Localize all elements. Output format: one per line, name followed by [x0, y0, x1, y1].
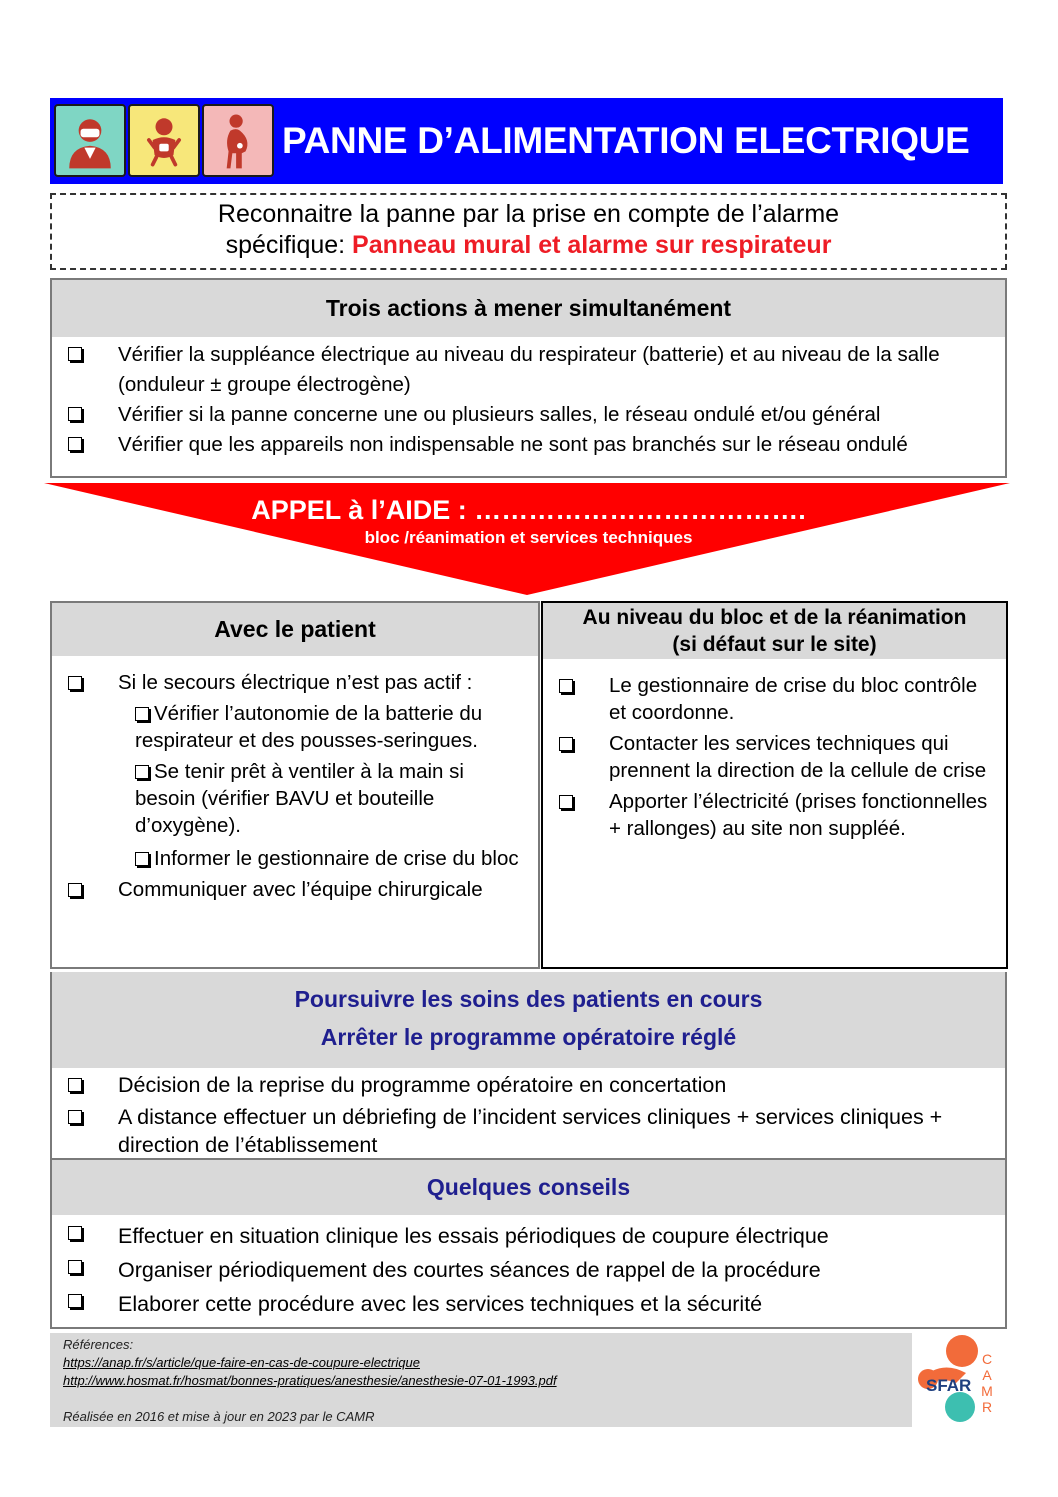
header-banner: [50, 98, 1003, 184]
list-item: Si le secours électrique n’est pas actif : Vérifier l’autonomie de la batterie du respirateur et des pousses-seringues. Se tenir prêt à ventiler à la main si besoin (vérifier BAVU et bouteille d’oxygène). Informer le gestionnaire de crise du bloc: [52, 669, 524, 872]
recognize-line-1: Reconnaitre la panne par la prise en compte de l’alarme: [217, 200, 840, 228]
continue-care-section: [50, 972, 1007, 1160]
checkbox-icon: [68, 1294, 82, 1308]
patient-sub-item: Vérifier l’autonomie de la batterie du respirateur et des pousses-seringues.: [135, 702, 483, 752]
checkbox-icon: [559, 737, 573, 751]
checkbox-icon: [68, 407, 82, 421]
checkbox-icon: [135, 707, 149, 721]
list-item: Vérifier si la panne concerne une ou plusieurs salles, le réseau ondulé et/ou général: [52, 400, 987, 430]
list-item: Contacter les services techniques qui prennent la direction de la cellule de crise: [543, 730, 996, 784]
recognize-alarm-box: [50, 193, 1007, 270]
checkbox-icon: [68, 347, 82, 361]
list-item: Organiser périodiquement des courtes séances de rappel de la procédure: [52, 1253, 1005, 1287]
advice-list: [52, 1215, 1005, 1321]
list-item: Effectuer en situation clinique les essais périodiques de coupure électrique: [52, 1219, 1005, 1253]
bloc-section: [541, 601, 1008, 969]
call-for-help: [50, 493, 1007, 549]
actions-section: [50, 278, 1007, 478]
list-item: Apporter l’électricité (prises fonctionnelles + rallonges) au site non suppléé.: [543, 788, 996, 842]
bloc-heading: Au niveau du bloc et de la réanimation (si défaut sur le site): [543, 603, 1006, 659]
checkbox-icon: [68, 1078, 82, 1092]
checkbox-icon: [68, 1110, 82, 1124]
patient-sub-item: Se tenir prêt à ventiler à la main si besoin (vérifier BAVU et bouteille d’oxygène).: [135, 760, 464, 837]
actions-list: [52, 337, 1005, 460]
checkbox-icon: [68, 1226, 82, 1240]
sfar-camr-logo: [912, 1333, 1007, 1427]
page-title: PANNE D’ALIMENTATION ELECTRIQUE: [282, 120, 970, 161]
checkbox-icon: [68, 676, 82, 690]
advice-heading: Quelques conseils: [52, 1160, 1005, 1215]
patient-heading: Avec le patient: [52, 603, 538, 656]
list-item: Le gestionnaire de crise du bloc contrôle et coordonne.: [543, 672, 996, 726]
reference-link-hosmat[interactable]: http://www.hosmat.fr/hosmat/bonnes-pratiques/anesthesie/anesthesie-07-01-1993.pdf: [63, 1373, 557, 1388]
logo-camr-text: CAMR: [981, 1351, 993, 1415]
checkbox-icon: [135, 852, 149, 866]
continue-care-heading: Poursuivre les soins des patients en cours Arrêter le programme opératoire réglé: [52, 972, 1005, 1068]
checkbox-icon: [559, 795, 573, 809]
checkbox-icon: [68, 437, 82, 451]
continue-care-list: [52, 1068, 1005, 1159]
bloc-list: [543, 659, 1006, 842]
list-item: Vérifier que les appareils non indispensable ne sont pas branchés sur le réseau ondulé: [52, 430, 987, 460]
advice-section: [50, 1160, 1007, 1329]
adult-masked-patient-icon: [54, 104, 126, 177]
references-label: Références:: [63, 1337, 134, 1352]
list-item: Décision de la reprise du programme opératoire en concertation: [52, 1071, 975, 1099]
patient-sub-item: Informer le gestionnaire de crise du bloc: [52, 839, 524, 872]
logo-sfar-text: SFAR: [926, 1376, 972, 1395]
checkbox-icon: [68, 883, 82, 897]
checkbox-icon: [68, 1260, 82, 1274]
list-item: Communiquer avec l’équipe chirurgicale: [52, 876, 524, 903]
call-for-help-title: APPEL à l’AIDE : ……………………………….: [251, 495, 806, 525]
list-item: Vérifier la suppléance électrique au niveau du respirateur (batterie) et au niveau de la salle (onduleur ± groupe électrogène): [52, 340, 987, 400]
reference-link-anap[interactable]: https://anap.fr/s/article/que-faire-en-cas-de-coupure-electrique: [63, 1355, 420, 1370]
patient-list: [52, 656, 538, 903]
alarm-highlight: Panneau mural et alarme sur respirateur: [352, 231, 832, 259]
checkbox-icon: [559, 679, 573, 693]
pregnant-woman-icon: [202, 104, 274, 177]
call-for-help-subtitle: bloc /réanimation et services techniques: [364, 528, 693, 547]
list-item: Elaborer cette procédure avec les services techniques et la sécurité: [52, 1287, 1005, 1321]
list-item: A distance effectuer un débriefing de l’incident services cliniques + services cliniques + direction de l’établissement: [52, 1103, 975, 1159]
credit-text: Réalisée en 2016 et mise à jour en 2023 par le CAMR: [63, 1409, 375, 1424]
actions-heading: Trois actions à mener simultanément: [52, 280, 1005, 337]
checkbox-icon: [135, 765, 149, 779]
child-patient-icon: [128, 104, 200, 177]
references-footer: [50, 1333, 1007, 1427]
recognize-prefix: spécifique:: [225, 231, 353, 259]
patient-section: [50, 601, 540, 969]
recognize-line-2: [52, 230, 1005, 261]
